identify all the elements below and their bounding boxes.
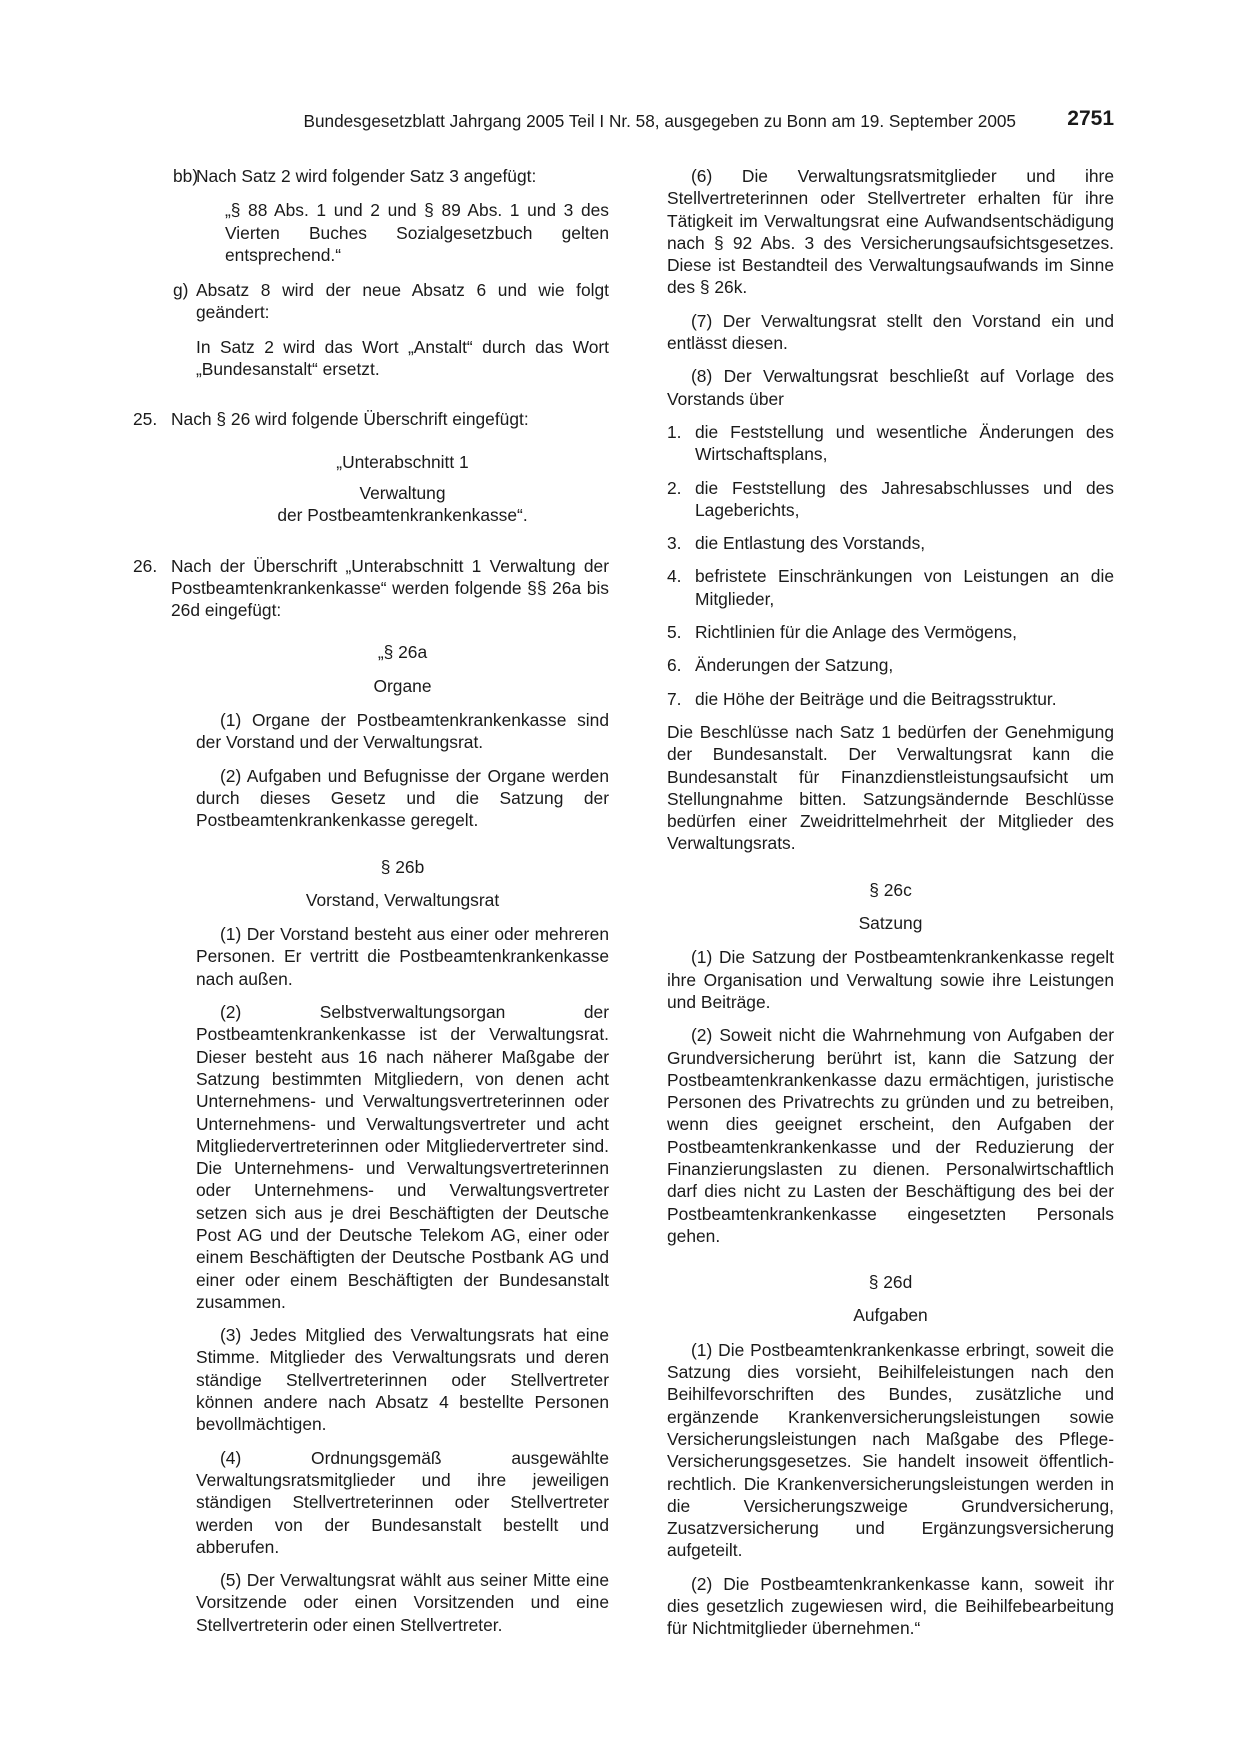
page-number: 2751 xyxy=(1067,107,1114,130)
item-26-text: Nach der Überschrift „Unterabschnitt 1 Verwaltung der Postbeamtenkrankenkasse“ werden folgende §§ 26a bis 26d eingefügt: xyxy=(171,555,609,621)
section-26b-p4: (4) Ordnungsgemäß ausgewählte Verwaltungsratsmitglieder und ihre jeweiligen ständigen Stellvertreterinnen oder Stellvertreter werden von der Bundesanstalt bestellt und abberufen. xyxy=(196,1447,609,1557)
section-26d-title: Aufgaben xyxy=(853,1305,928,1326)
section-26c-title: Satzung xyxy=(858,913,923,934)
decision-list-followup: Die Beschlüsse nach Satz 1 bedürfen der Genehmigung der Bundesanstalt. Der Verwaltungsrat kann die Bundesanstalt für Finanzdienstleistungsaufsicht um Stellungnahme bitten. Satzungsändernde Beschlüsse bedürfen einer Zweidrittelmehrheit der Mitglieder des Verwaltungsrats. xyxy=(667,721,1114,854)
list-item-number: 4. xyxy=(667,566,682,587)
heading-unterabschnitt: „Unterabschnitt 1 xyxy=(336,451,469,472)
list-item-text: die Feststellung des Jahresabschlusses und des Lageberichts, xyxy=(695,477,1114,520)
item-g xyxy=(133,279,609,324)
item-25-label: 25. xyxy=(133,409,158,430)
section-26c xyxy=(667,879,1114,1247)
item-26 xyxy=(133,555,609,622)
right-column xyxy=(667,165,1114,1640)
list-item xyxy=(667,421,1114,466)
list-item xyxy=(667,532,1114,554)
left-column xyxy=(133,165,609,1636)
list-item-number: 5. xyxy=(667,622,682,643)
section-26a-number: „§ 26a xyxy=(377,642,428,663)
list-item xyxy=(667,654,1114,676)
list-item-number: 3. xyxy=(667,533,682,554)
list-item-text: Richtlinien für die Anlage des Vermögens, xyxy=(695,622,1017,643)
list-item-number: 6. xyxy=(667,655,682,676)
section-26b-p1: (1) Der Vorstand besteht aus einer oder mehreren Personen. Er vertritt die Postbeamtenkrankenkasse nach außen. xyxy=(196,924,609,989)
list-item-text: Änderungen der Satzung, xyxy=(695,655,894,676)
list-item-number: 2. xyxy=(667,477,682,498)
section-26b-p8: (8) Der Verwaltungsrat beschließt auf Vorlage des Vorstands über xyxy=(667,366,1114,409)
running-head: Bundesgesetzblatt Jahrgang 2005 Teil I Nr. 58, ausgegeben zu Bonn am 19. September 2005 xyxy=(303,111,1016,131)
section-26a-p1: (1) Organe der Postbeamtenkrankenkasse sind der Vorstand und der Verwaltungsrat. xyxy=(196,710,609,753)
section-26b-p7: (7) Der Verwaltungsrat stellt den Vorstand ein und entlässt diesen. xyxy=(667,310,1114,354)
section-26b-p6: (6) Die Verwaltungsratsmitglieder und ihre Stellvertreterinnen oder Stellvertreter erhalten für ihre Tätigkeit im Verwaltungsrat eine Aufwandsentschädigung nach § 92 Abs. 3 des Versicherungsaufsichtsgesetzes. Diese ist Bestandteil des Verwaltungsaufwands im Sinne des § 26k. xyxy=(667,166,1114,298)
heading-postbeamtenkrankenkasse: der Postbeamtenkrankenkasse“. xyxy=(277,505,528,526)
item-g-text: Absatz 8 wird der neue Absatz 6 und wie folgt geändert: xyxy=(196,280,609,323)
item-bb-text: Nach Satz 2 wird folgender Satz 3 angefügt: xyxy=(196,166,537,186)
list-item-number: 1. xyxy=(667,421,682,442)
list-item xyxy=(667,621,1114,643)
list-item-text: die Höhe der Beiträge und die Beitragsstruktur. xyxy=(695,688,1057,709)
list-item xyxy=(667,688,1114,710)
section-26d-number: § 26d xyxy=(868,1272,913,1293)
section-26c-p1: (1) Die Satzung der Postbeamtenkrankenkasse regelt ihre Organisation und Verwaltung sowie ihre Leistungen und Beiträge. xyxy=(667,947,1114,1012)
list-item xyxy=(667,477,1114,522)
section-26b-p3: (3) Jedes Mitglied des Verwaltungsrats hat eine Stimme. Mitglieder des Verwaltungsrats und deren ständige Stellvertreterinnen oder Stellvertreter können andere nach Absatz 4 bestellte Personen bevollmächtigen. xyxy=(196,1325,609,1435)
section-26a xyxy=(133,641,609,831)
list-item xyxy=(667,565,1114,610)
page-header xyxy=(133,108,1114,138)
item-g-subtext: In Satz 2 wird das Wort „Anstalt“ durch das Wort „Bundesanstalt“ ersetzt. xyxy=(196,336,609,380)
section-26c-p2: (2) Soweit nicht die Wahrnehmung von Aufgaben der Grundversicherung berührt ist, kann die Satzung der Postbeamtenkrankenkasse dazu ermächtigen, juristische Personen des Privatrechts zu gründen und zu betreiben, wenn dies geeignet erscheint, den Aufgaben der Postbeamtenkrankenkasse und der Reduzierung der Finanzierungslasten zu dienen. Personalwirtschaftlich darf dies nicht zu Lasten der Beschäftigung des bei der Postbeamtenkrankenkasse eingesetzten Personals gehen. xyxy=(667,1025,1114,1246)
item-bb xyxy=(133,165,609,187)
section-26b-p2: (2) Selbstverwaltungsorgan der Postbeamtenkrankenkasse ist der Verwaltungsrat. Dieser besteht aus 16 nach näherer Maßgabe der Satzung bestimmten Mitgliedern, von denen acht Unternehmens- und Verwaltungsvertreterinnen oder Unternehmens- und Verwaltungsvertreter und acht Mitgliedervertreterinnen oder Mitgliedervertreter sind. Die Unternehmens- und Verwaltungsvertreterinnen oder Unternehmens- und Verwaltungsvertreter setzen sich aus je drei Beschäftigten der Deutsche Post AG und der Deutsche Telekom AG, einer oder einem Beschäftigten der Deutsche Postbank AG und einer oder einem Beschäftigten der Bundesanstalt zusammen. xyxy=(196,1002,609,1312)
list-item-number: 7. xyxy=(667,688,682,709)
item-bb-label: bb) xyxy=(173,166,199,186)
section-26d-p2: (2) Die Postbeamtenkrankenkasse kann, soweit ihr dies gesetzlich zugewiesen wird, die Beihilfebearbeitung für Nichtmitglieder übernehmen.“ xyxy=(667,1573,1114,1639)
item-25 xyxy=(133,408,609,430)
item-25-text: Nach § 26 wird folgende Überschrift eingefügt: xyxy=(171,409,529,430)
section-26b-title: Vorstand, Verwaltungsrat xyxy=(305,889,500,910)
section-26c-number: § 26c xyxy=(869,879,912,900)
decision-list xyxy=(667,421,1114,710)
item-g-label: g) xyxy=(173,280,189,301)
item-26-label: 26. xyxy=(133,555,158,576)
section-26b xyxy=(133,856,609,1637)
heading-verwaltung: Verwaltung xyxy=(359,482,446,503)
item-bb-quote: „§ 88 Abs. 1 und 2 und § 89 Abs. 1 und 3 des Vierten Buches Sozialgesetzbuch gelten entsprechend.“ xyxy=(225,200,609,265)
list-item-text: die Feststellung und wesentliche Änderungen des Wirtschaftsplans, xyxy=(695,421,1114,465)
section-26a-p2: (2) Aufgaben und Befugnisse der Organe werden durch dieses Gesetz und die Satzung der Postbeamtenkrankenkasse geregelt. xyxy=(196,765,609,831)
list-item-text: befristete Einschränkungen von Leistungen an die Mitglieder, xyxy=(695,566,1114,609)
section-26a-title: Organe xyxy=(373,675,432,696)
section-26b-p5: (5) Der Verwaltungsrat wählt aus seiner Mitte eine Vorsitzende oder einen Vorsitzenden und eine Stellvertreterin oder einen Stellvertreter. xyxy=(196,1570,609,1635)
section-26d xyxy=(667,1271,1114,1639)
section-26d-p1: (1) Die Postbeamtenkrankenkasse erbringt, soweit die Satzung dies vorsieht, Beihilfeleistungen nach den Beihilfevorschriften des Bundes, zusätzliche und ergänzende Krankenversicherungsleistungen sowie Versicherungsleistungen nach Maßgabe des Pflege-Versicherungsgesetzes. Sie handelt insoweit öffentlich-rechtlich. Die Krankenversicherungsleistungen werden in die Versicherungszweige Grundversicherung, Zusatzversicherung und Ergänzungsversicherung aufgeteilt. xyxy=(667,1339,1114,1561)
section-26b-number: § 26b xyxy=(380,856,425,877)
list-item-text: die Entlastung des Vorstands, xyxy=(695,533,926,554)
